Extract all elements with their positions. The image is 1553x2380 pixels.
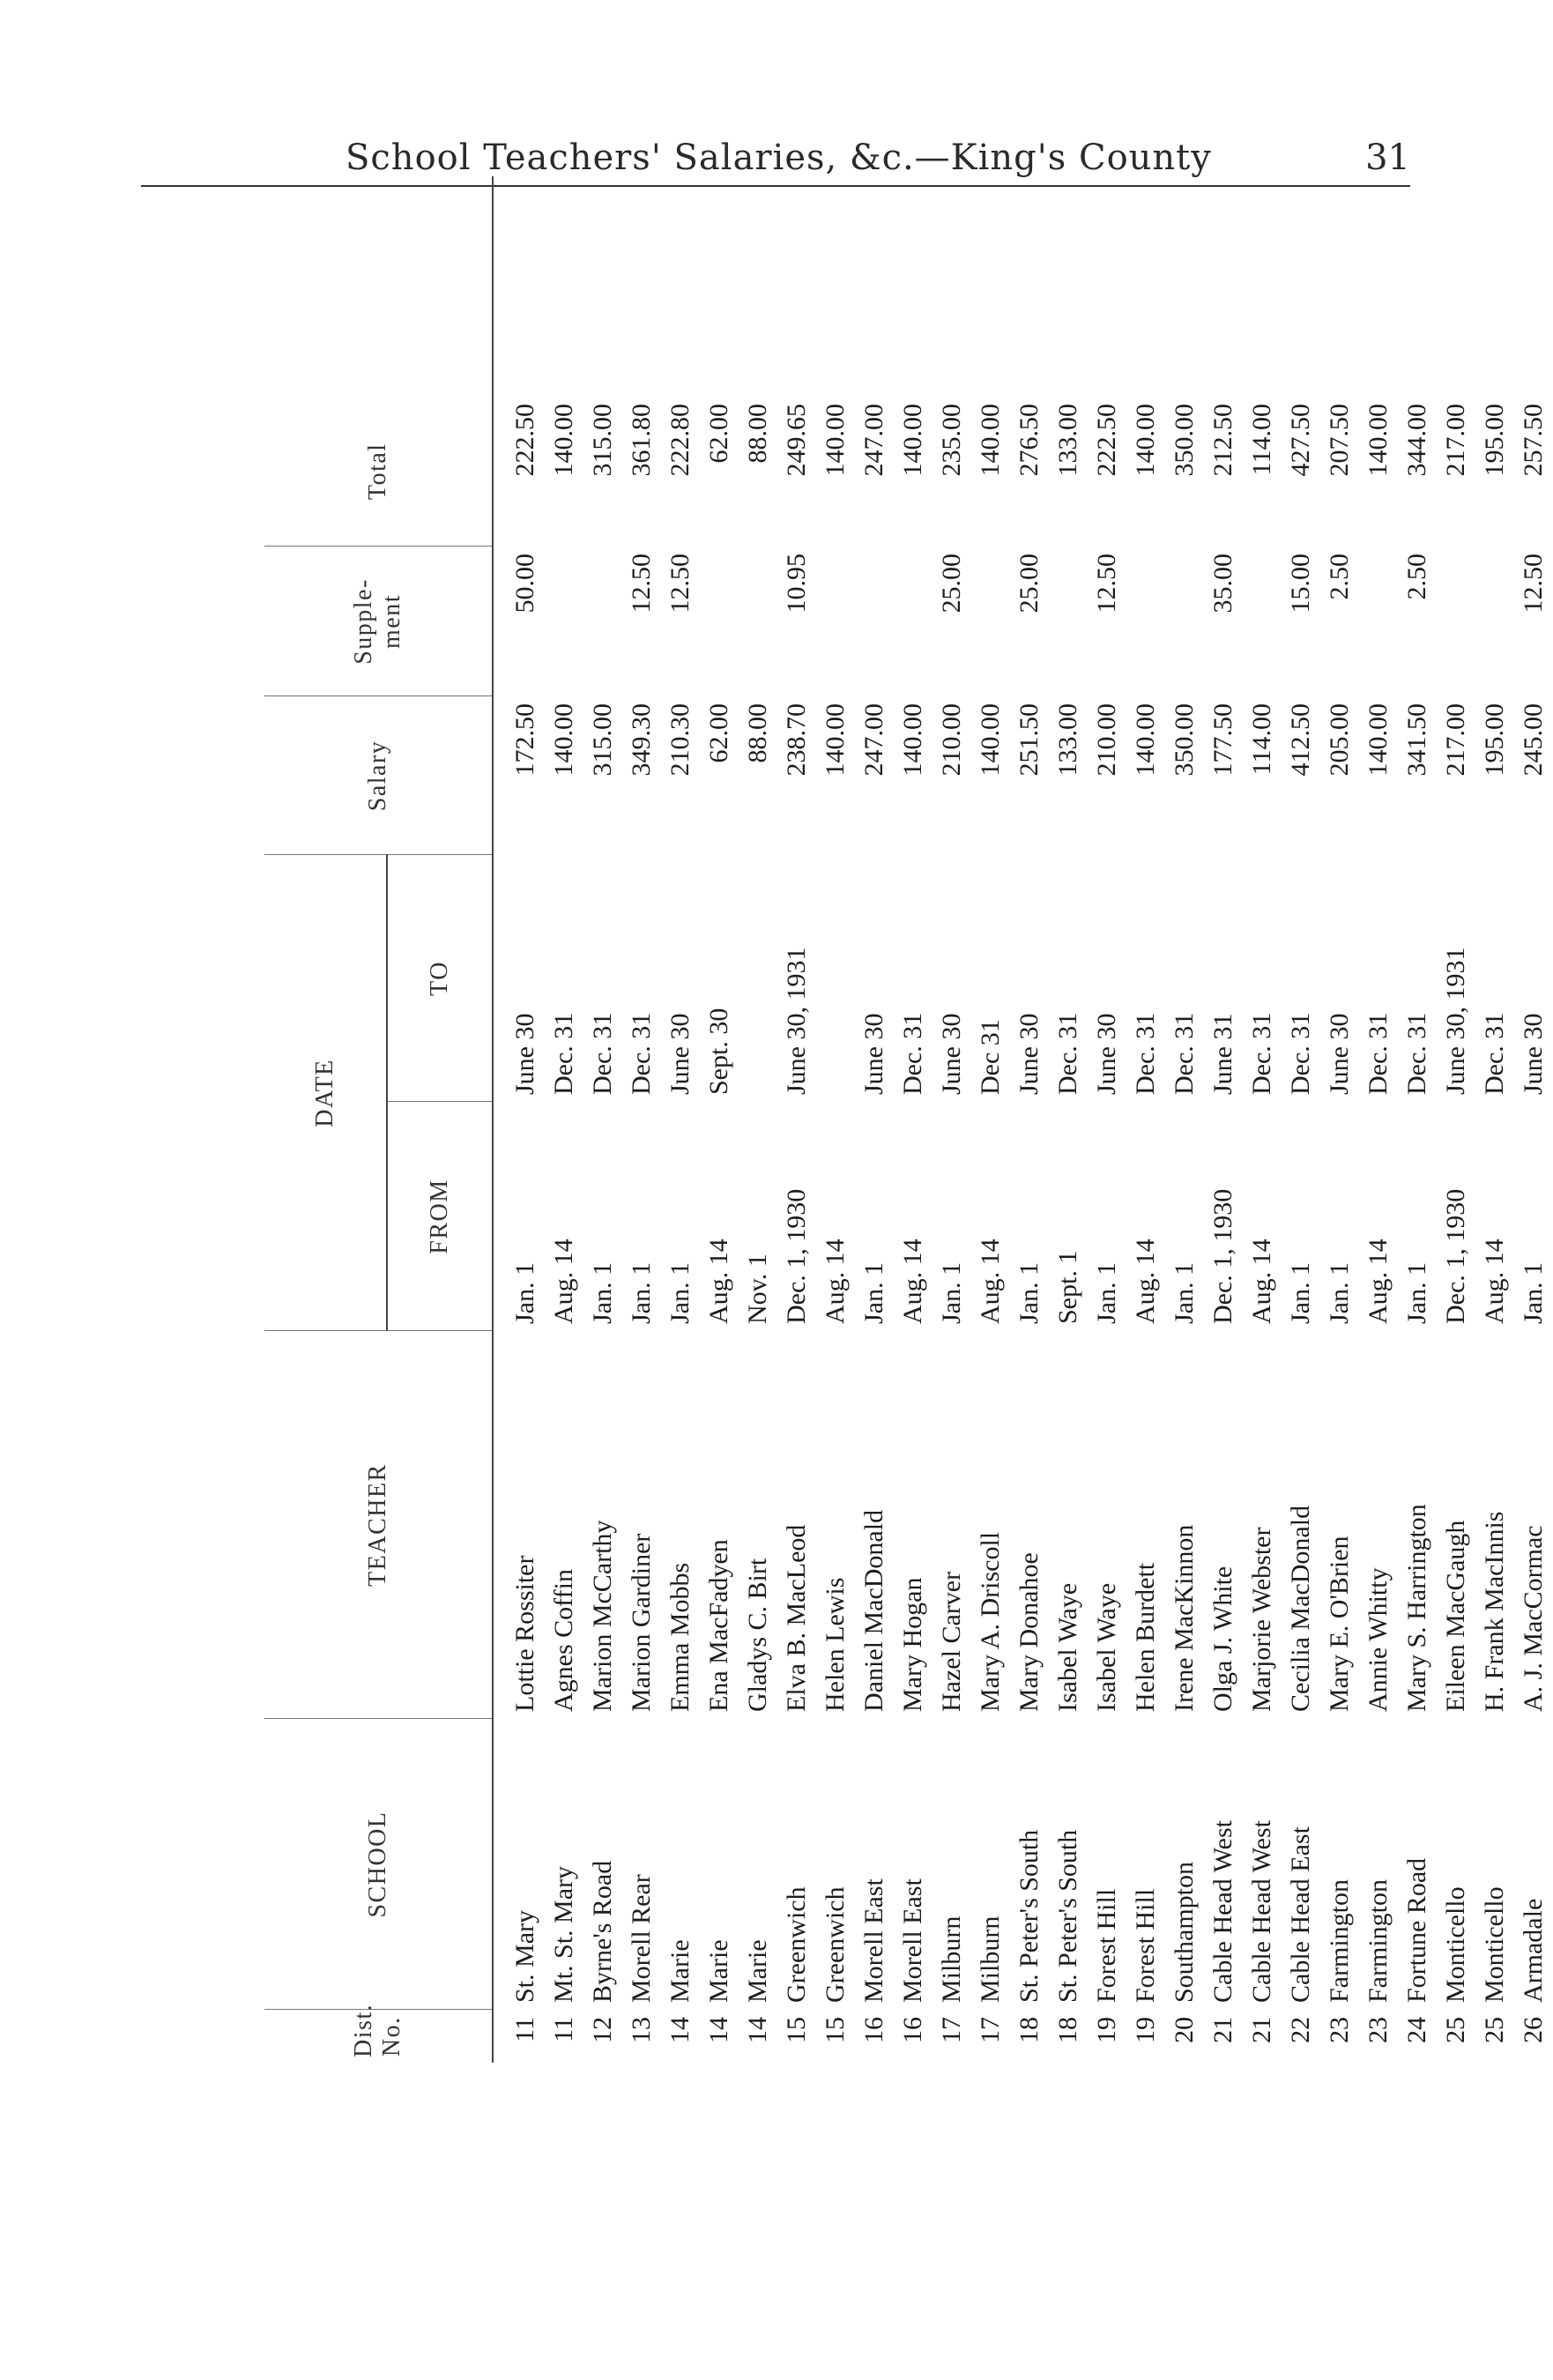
to-cell: June 30	[665, 1013, 695, 1095]
school-cell: Forest Hill	[1092, 1888, 1121, 2003]
to-cell: Dec. 31	[1480, 1012, 1509, 1095]
salary-cell: 210.30	[665, 703, 695, 777]
to-cell	[816, 855, 855, 1102]
supplement-cell: 50.00	[510, 553, 539, 614]
table-row	[894, 176, 933, 2063]
table-row	[1398, 176, 1437, 2063]
teacher-cell: H. Frank MacInnis	[1480, 1511, 1509, 1712]
supplement-cell	[855, 547, 894, 696]
to-cell: Dec. 31	[1053, 1012, 1082, 1095]
school-cell: Marie	[665, 1939, 695, 2003]
from-cell: Aug. 14	[821, 1238, 850, 1324]
dist-cell: 25	[1441, 2017, 1470, 2043]
school-cell: Morell East	[898, 1878, 927, 2003]
from-cell: Jan. 1	[1519, 1262, 1548, 1324]
total-cell: 133.00	[1053, 403, 1082, 477]
row-spacer	[1165, 176, 1204, 397]
salary-cell: 245.00	[1519, 703, 1548, 777]
row-spacer	[1088, 176, 1126, 397]
table-row	[1320, 176, 1359, 2063]
from-cell: Dec. 1, 1930	[1208, 1188, 1237, 1324]
total-cell: 427.50	[1286, 403, 1315, 477]
salary-cell: 195.00	[1480, 703, 1509, 777]
from-cell: Jan. 1	[665, 1262, 695, 1324]
total-cell: 361.80	[627, 403, 656, 477]
from-cell: Aug. 14	[1247, 1238, 1276, 1324]
teacher-cell: Eileen MacGaugh	[1441, 1520, 1470, 1712]
row-spacer	[894, 176, 933, 397]
dist-cell: 20	[1170, 2017, 1199, 2043]
total-cell: 140.00	[898, 403, 927, 477]
col-total: Total	[264, 397, 493, 547]
school-cell: Fortune Road	[1402, 1857, 1431, 2003]
school-cell: Milburn	[976, 1915, 1005, 2003]
supplement-cell: 15.00	[1286, 553, 1315, 614]
salary-cell: 177.50	[1208, 703, 1237, 777]
from-cell: Aug. 14	[976, 1238, 1005, 1324]
teacher-cell: Mary E. O'Brien	[1325, 1536, 1354, 1712]
row-spacer	[1204, 176, 1243, 397]
salary-cell: 315.00	[588, 703, 617, 777]
table-row	[1514, 176, 1553, 2063]
total-cell: 315.00	[588, 403, 617, 477]
dist-cell: 19	[1092, 2017, 1121, 2043]
row-spacer	[700, 176, 739, 397]
row-spacer	[1320, 176, 1359, 397]
school-cell: Cable Head West	[1247, 1820, 1276, 2003]
row-spacer	[661, 176, 700, 397]
row-spacer	[1437, 176, 1475, 397]
table-row	[545, 176, 583, 2063]
col-teacher: TEACHER	[264, 1331, 493, 1719]
to-cell: Dec. 31	[627, 1012, 656, 1095]
dist-cell: 17	[976, 2017, 1005, 2043]
dist-cell: 12	[588, 2017, 617, 2043]
from-cell: Jan. 1	[627, 1262, 656, 1324]
supplement-cell	[1359, 547, 1398, 696]
supplement-cell	[739, 547, 777, 696]
supplement-cell: 35.00	[1208, 553, 1237, 614]
row-spacer	[1359, 176, 1398, 397]
teacher-cell: Elva B. MacLeod	[782, 1524, 811, 1712]
teacher-cell: Mary A. Driscoll	[976, 1531, 1005, 1712]
school-cell: Byrne's Road	[588, 1860, 617, 2003]
salary-cell: 251.50	[1014, 703, 1044, 777]
dist-cell: 21	[1208, 2017, 1237, 2043]
dist-cell: 18	[1014, 2017, 1044, 2043]
from-cell: Aug. 14	[1480, 1238, 1509, 1324]
from-cell: Nov. 1	[743, 1253, 772, 1324]
from-cell: Aug. 14	[898, 1238, 927, 1324]
from-cell: Sept. 1	[1053, 1250, 1082, 1324]
col-school: SCHOOL	[264, 1719, 493, 2010]
table-row	[700, 176, 739, 2063]
col-spacer	[264, 176, 493, 397]
page-number: 31	[1365, 138, 1410, 178]
salary-cell: 133.00	[1053, 703, 1082, 777]
table-row	[971, 176, 1010, 2063]
dist-cell: 15	[782, 2017, 811, 2043]
teacher-cell: Helen Burdett	[1131, 1562, 1160, 1712]
school-cell: Monticello	[1480, 1886, 1509, 2003]
supplement-cell: 12.50	[1092, 553, 1121, 614]
total-cell: 212.50	[1208, 403, 1237, 477]
dist-cell: 16	[898, 2017, 927, 2043]
row-spacer	[739, 176, 777, 397]
from-cell: Jan. 1	[1402, 1262, 1431, 1324]
supplement-cell	[1437, 547, 1475, 696]
table-row	[855, 176, 894, 2063]
school-cell: Morell East	[859, 1878, 888, 2003]
from-cell: Aug. 14	[549, 1238, 578, 1324]
teacher-cell: Irene MacKinnon	[1170, 1524, 1199, 1712]
dist-cell: 26	[1519, 2017, 1548, 2043]
supplement-cell: 12.50	[627, 553, 656, 614]
dist-cell: 19	[1131, 2017, 1160, 2043]
salary-cell: 140.00	[1364, 703, 1393, 777]
total-cell: 247.00	[859, 403, 888, 477]
teacher-cell: Hazel Carver	[937, 1571, 966, 1712]
table-row	[583, 176, 622, 2063]
teacher-cell: Emma Mobbs	[665, 1562, 695, 1712]
to-cell: June 30	[859, 1013, 888, 1095]
to-cell	[739, 855, 777, 1102]
school-cell: Marie	[704, 1939, 733, 2003]
page-header	[317, 132, 1410, 176]
teacher-cell: Marjorie Webster	[1247, 1527, 1276, 1712]
row-spacer	[971, 176, 1010, 397]
school-cell: Cable Head East	[1286, 1826, 1315, 2003]
teacher-cell: Olga J. White	[1208, 1566, 1237, 1712]
row-spacer	[816, 176, 855, 397]
dist-cell: 16	[859, 2017, 888, 2043]
supplement-cell: 10.95	[782, 553, 811, 614]
salary-cell: 217.00	[1441, 703, 1470, 777]
supplement-cell	[700, 547, 739, 696]
teacher-cell: Annie Whitty	[1364, 1567, 1393, 1712]
col-to: TO	[387, 855, 493, 1102]
row-spacer	[1126, 176, 1165, 397]
school-cell: Greenwich	[782, 1886, 811, 2003]
supplement-cell: 2.50	[1402, 553, 1431, 600]
teacher-cell: Isabel Waye	[1053, 1582, 1082, 1712]
total-cell: 276.50	[1014, 403, 1044, 477]
teacher-cell: Daniel MacDonald	[859, 1509, 888, 1712]
salary-cell: 140.00	[976, 703, 1005, 777]
salary-cell: 412.50	[1286, 703, 1315, 777]
row-spacer	[777, 176, 816, 397]
dist-cell: 11	[510, 2017, 539, 2042]
supplement-cell	[816, 547, 855, 696]
total-cell: 140.00	[549, 403, 578, 477]
school-cell: Armadale	[1519, 1898, 1548, 2003]
row-spacer	[545, 176, 583, 397]
to-cell: Dec. 31	[588, 1012, 617, 1095]
supplement-cell	[1165, 547, 1204, 696]
supplement-cell: 25.00	[1014, 553, 1044, 614]
dist-cell: 22	[1286, 2017, 1315, 2043]
table-row	[1243, 176, 1282, 2063]
page-title: School Teachers' Salaries, &c.—King's County	[346, 138, 1212, 178]
school-cell: Morell Rear	[627, 1874, 656, 2003]
table-row	[1204, 176, 1243, 2063]
school-cell: Cable Head West	[1208, 1820, 1237, 2003]
teacher-cell: Helen Lewis	[821, 1577, 850, 1712]
to-cell: June 30	[1014, 1013, 1044, 1095]
table-row	[1282, 176, 1320, 2063]
supplement-cell	[545, 547, 583, 696]
teacher-cell: Lottie Rossiter	[510, 1555, 539, 1712]
supplement-cell: 25.00	[937, 553, 966, 614]
row-spacer	[1475, 176, 1514, 397]
teacher-cell: Cecilia MacDonald	[1286, 1505, 1315, 1712]
to-cell: Dec. 31	[1402, 1012, 1431, 1095]
salary-cell: 88.00	[743, 703, 772, 763]
to-cell: Dec. 31	[1247, 1012, 1276, 1095]
row-spacer	[583, 176, 622, 397]
supplement-cell	[1049, 547, 1088, 696]
table-row	[816, 176, 855, 2063]
to-cell: June 30, 1931	[782, 947, 811, 1095]
col-dist-no: Dist. No.	[264, 2010, 493, 2063]
row-spacer	[1282, 176, 1320, 397]
from-cell: Jan. 1	[1092, 1262, 1121, 1324]
school-cell: Mt. St. Mary	[549, 1865, 578, 2003]
teacher-cell: Gladys C. Birt	[743, 1558, 772, 1712]
row-spacer	[1010, 176, 1049, 397]
total-cell: 350.00	[1170, 403, 1199, 477]
supplement-cell	[894, 547, 933, 696]
salary-cell: 210.00	[937, 703, 966, 777]
to-cell: June 30	[1092, 1013, 1121, 1095]
supplement-cell	[583, 547, 622, 696]
table-row	[1049, 176, 1088, 2063]
dist-cell: 14	[665, 2017, 695, 2043]
total-cell: 217.00	[1441, 403, 1470, 477]
school-cell: Monticello	[1441, 1886, 1470, 2003]
from-cell: Jan. 1	[859, 1262, 888, 1324]
row-spacer	[1049, 176, 1088, 397]
dist-cell: 13	[627, 2017, 656, 2043]
table-row	[622, 176, 661, 2063]
teacher-cell: Mary Hogan	[898, 1577, 927, 1712]
dist-cell: 14	[743, 2017, 772, 2043]
school-cell: Forest Hill	[1131, 1888, 1160, 2003]
total-cell: 195.00	[1480, 403, 1509, 477]
teacher-cell: A. J. MacCormac	[1519, 1525, 1548, 1712]
table-row	[493, 176, 545, 2063]
dist-cell: 21	[1247, 2017, 1276, 2043]
supplement-cell	[1243, 547, 1282, 696]
school-cell: St. Peter's South	[1053, 1829, 1082, 2003]
to-cell: June 30	[937, 1013, 966, 1095]
row-spacer	[1398, 176, 1437, 397]
salaries-table	[264, 176, 1553, 2063]
to-cell: Dec. 31	[1364, 1012, 1393, 1095]
salary-cell: 247.00	[859, 703, 888, 777]
table-body	[493, 176, 1553, 2063]
from-cell: Jan. 1	[588, 1262, 617, 1324]
from-cell: Jan. 1	[937, 1262, 966, 1324]
table-row	[777, 176, 816, 2063]
dist-cell: 14	[704, 2017, 733, 2043]
to-cell: June 31	[1208, 1013, 1237, 1095]
total-cell: 140.00	[1131, 403, 1160, 477]
salary-cell: 172.50	[510, 703, 539, 777]
table-row	[1126, 176, 1165, 2063]
salary-cell: 349.30	[627, 703, 656, 777]
salary-cell: 62.00	[704, 703, 733, 763]
total-cell: 140.00	[821, 403, 850, 477]
teacher-cell: Agnes Coffin	[549, 1569, 578, 1712]
supplement-cell	[1126, 547, 1165, 696]
supplement-cell: 2.50	[1325, 553, 1354, 600]
salary-cell: 238.70	[782, 703, 811, 777]
table-row	[933, 176, 971, 2063]
dist-cell: 23	[1364, 2017, 1393, 2043]
total-cell: 114.00	[1247, 403, 1276, 476]
teacher-cell: Marion McCarthy	[588, 1520, 617, 1712]
salary-cell: 140.00	[549, 703, 578, 777]
salary-cell: 210.00	[1092, 703, 1121, 777]
from-cell: Dec. 1, 1930	[782, 1188, 811, 1324]
from-cell: Jan. 1	[1014, 1262, 1044, 1324]
total-cell: 140.00	[1364, 403, 1393, 477]
to-cell: June 30	[510, 1013, 539, 1095]
to-cell: Dec. 31	[898, 1012, 927, 1095]
from-cell: Jan. 1	[1286, 1262, 1315, 1324]
supplement-cell	[971, 547, 1010, 696]
total-cell: 222.50	[1092, 403, 1121, 477]
table-row	[1165, 176, 1204, 2063]
to-cell: Dec. 31	[549, 1012, 578, 1095]
dist-cell: 24	[1402, 2017, 1431, 2043]
rotated-table-frame	[264, 176, 1548, 2063]
from-cell: Jan. 1	[1170, 1262, 1199, 1324]
table-row	[1088, 176, 1126, 2063]
from-cell: Aug. 14	[1131, 1238, 1160, 1324]
row-spacer	[1243, 176, 1282, 397]
total-cell: 249.65	[782, 403, 811, 477]
from-cell: Aug. 14	[1364, 1238, 1393, 1324]
teacher-cell: Mary Donahoe	[1014, 1552, 1044, 1712]
from-cell: Dec. 1, 1930	[1441, 1188, 1470, 1324]
total-cell: 222.50	[510, 403, 539, 477]
teacher-cell: Isabel Waye	[1092, 1582, 1121, 1712]
total-cell: 257.50	[1519, 403, 1548, 477]
col-date: DATE	[264, 855, 387, 1331]
teacher-cell: Mary S. Harrington	[1402, 1504, 1431, 1712]
dist-cell: 15	[821, 2017, 850, 2043]
col-from: FROM	[387, 1102, 493, 1331]
supplement-cell: 12.50	[1519, 553, 1548, 614]
salary-cell: 205.00	[1325, 703, 1354, 777]
school-cell: Farmington	[1325, 1879, 1354, 2003]
dist-cell: 17	[937, 2017, 966, 2043]
salary-cell: 341.50	[1402, 703, 1431, 777]
col-supplement: Supple- ment	[264, 547, 493, 696]
row-spacer	[622, 176, 661, 397]
to-cell: Dec. 31	[1170, 1012, 1199, 1095]
from-cell: Jan. 1	[510, 1262, 539, 1324]
total-cell: 235.00	[937, 403, 966, 477]
dist-cell: 18	[1053, 2017, 1082, 2043]
to-cell: Dec 31	[976, 1019, 1005, 1095]
to-cell: June 30	[1325, 1013, 1354, 1095]
from-cell: Jan. 1	[1325, 1262, 1354, 1324]
table-row	[1475, 176, 1514, 2063]
school-cell: St. Mary	[510, 1910, 539, 2003]
total-cell: 222.80	[665, 403, 695, 477]
total-cell: 140.00	[976, 403, 1005, 477]
table-row	[1010, 176, 1049, 2063]
salary-cell: 114.00	[1247, 703, 1276, 776]
col-salary: Salary	[264, 696, 493, 855]
school-cell: Milburn	[937, 1915, 966, 2003]
school-cell: St. Peter's South	[1014, 1829, 1044, 2003]
dist-cell: 23	[1325, 2017, 1354, 2043]
salary-cell: 140.00	[821, 703, 850, 777]
to-cell: June 30, 1931	[1441, 947, 1470, 1095]
supplement-cell: 12.50	[665, 553, 695, 614]
total-cell: 88.00	[743, 403, 772, 464]
to-cell: Sept. 30	[704, 1008, 733, 1095]
row-spacer	[855, 176, 894, 397]
to-cell: Dec. 31	[1131, 1012, 1160, 1095]
row-spacer	[493, 176, 545, 397]
teacher-cell: Ena MacFadyen	[704, 1539, 733, 1712]
school-cell: Greenwich	[821, 1886, 850, 2003]
salary-cell: 140.00	[1131, 703, 1160, 777]
total-cell: 207.50	[1325, 403, 1354, 477]
total-cell: 344.00	[1402, 403, 1431, 477]
table-row	[1359, 176, 1398, 2063]
school-cell: Southampton	[1170, 1861, 1199, 2003]
to-cell: June 30	[1519, 1013, 1548, 1095]
dist-cell: 11	[549, 2017, 578, 2042]
salary-cell: 350.00	[1170, 703, 1199, 777]
row-spacer	[933, 176, 971, 397]
table-row	[661, 176, 700, 2063]
to-cell: Dec. 31	[1286, 1012, 1315, 1095]
table-row	[1437, 176, 1475, 2063]
supplement-cell	[1475, 547, 1514, 696]
row-spacer	[1514, 176, 1553, 397]
dist-cell: 25	[1480, 2017, 1509, 2043]
school-cell: Marie	[743, 1939, 772, 2003]
teacher-cell: Marion Gardiner	[627, 1533, 656, 1712]
total-cell: 62.00	[704, 403, 733, 464]
salary-cell: 140.00	[898, 703, 927, 777]
table-row	[739, 176, 777, 2063]
school-cell: Farmington	[1364, 1879, 1393, 2003]
from-cell: Aug. 14	[704, 1238, 733, 1324]
